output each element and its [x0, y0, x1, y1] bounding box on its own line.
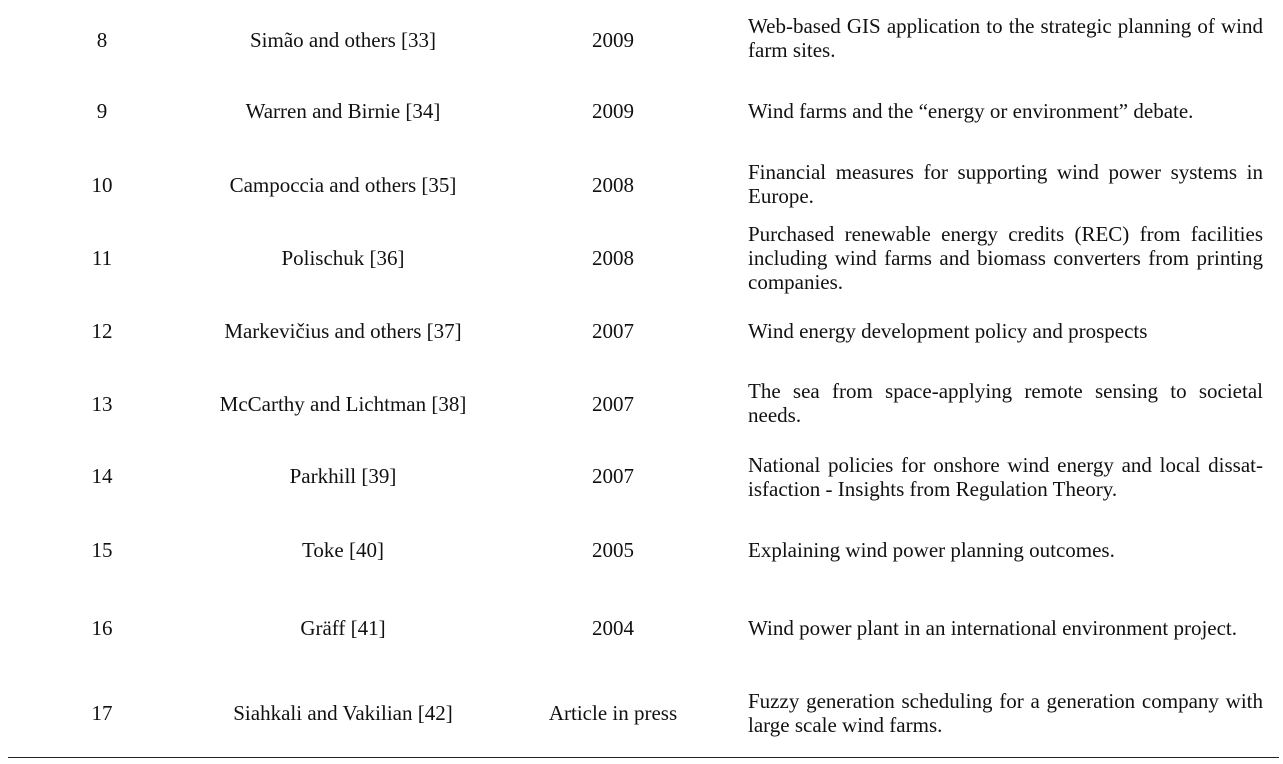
row-number: 10: [91, 173, 113, 197]
row-author: Simão and others [33]: [249, 28, 437, 52]
row-author: Markevičius and others [37]: [224, 319, 462, 343]
row-description: Financial measures for supporting wind power systems in Europe.: [748, 160, 1263, 208]
row-description: National policies for onshore wind energy and local dissat-isfaction - Insights from Regulation Theory.: [748, 453, 1263, 501]
row-author: Siahkali and Vakilian [42]: [233, 701, 453, 725]
row-number: 11: [91, 246, 113, 270]
row-author: Parkhill [39]: [289, 464, 397, 488]
row-description: The sea from space-applying remote sensing to societal needs.: [748, 379, 1263, 427]
row-number: 12: [91, 319, 113, 343]
row-author: Warren and Birnie [34]: [245, 99, 441, 123]
row-number: 8: [96, 28, 108, 52]
row-description: Purchased renewable energy credits (REC) from facilities including wind farms and biomass converters from printing companies.: [748, 222, 1263, 294]
row-number: 13: [91, 392, 113, 416]
row-description: Wind energy development policy and prospects: [748, 319, 1148, 343]
row-number: 9: [96, 99, 108, 123]
row-year: 2007: [592, 464, 634, 488]
row-description: Wind power plant in an international environment project.: [748, 616, 1238, 640]
row-author: Campoccia and others [35]: [229, 173, 457, 197]
row-description: Wind farms and the “energy or environment” debate.: [748, 99, 1194, 123]
row-author: Toke [40]: [302, 538, 384, 562]
row-year: 2008: [592, 246, 634, 270]
row-description: Fuzzy generation scheduling for a generation company with large scale wind farms.: [748, 689, 1263, 737]
row-year: 2005: [592, 538, 634, 562]
row-year: 2004: [592, 616, 634, 640]
row-year: 2009: [592, 28, 634, 52]
row-year: 2008: [592, 173, 634, 197]
row-author: McCarthy and Lichtman [38]: [219, 392, 467, 416]
row-author: Polischuk [36]: [281, 246, 405, 270]
table-bottom-rule: [8, 757, 1279, 758]
row-description: Web-based GIS application to the strategic planning of wind farm sites.: [748, 14, 1263, 62]
row-year: 2009: [592, 99, 634, 123]
row-number: 17: [91, 701, 113, 725]
row-year: Article in press: [548, 701, 678, 725]
row-author: Gräff [41]: [300, 616, 386, 640]
row-year: 2007: [592, 392, 634, 416]
row-year: 2007: [592, 319, 634, 343]
row-description: Explaining wind power planning outcomes.: [748, 538, 1115, 562]
row-number: 14: [91, 464, 113, 488]
row-number: 15: [91, 538, 113, 562]
row-number: 16: [91, 616, 113, 640]
